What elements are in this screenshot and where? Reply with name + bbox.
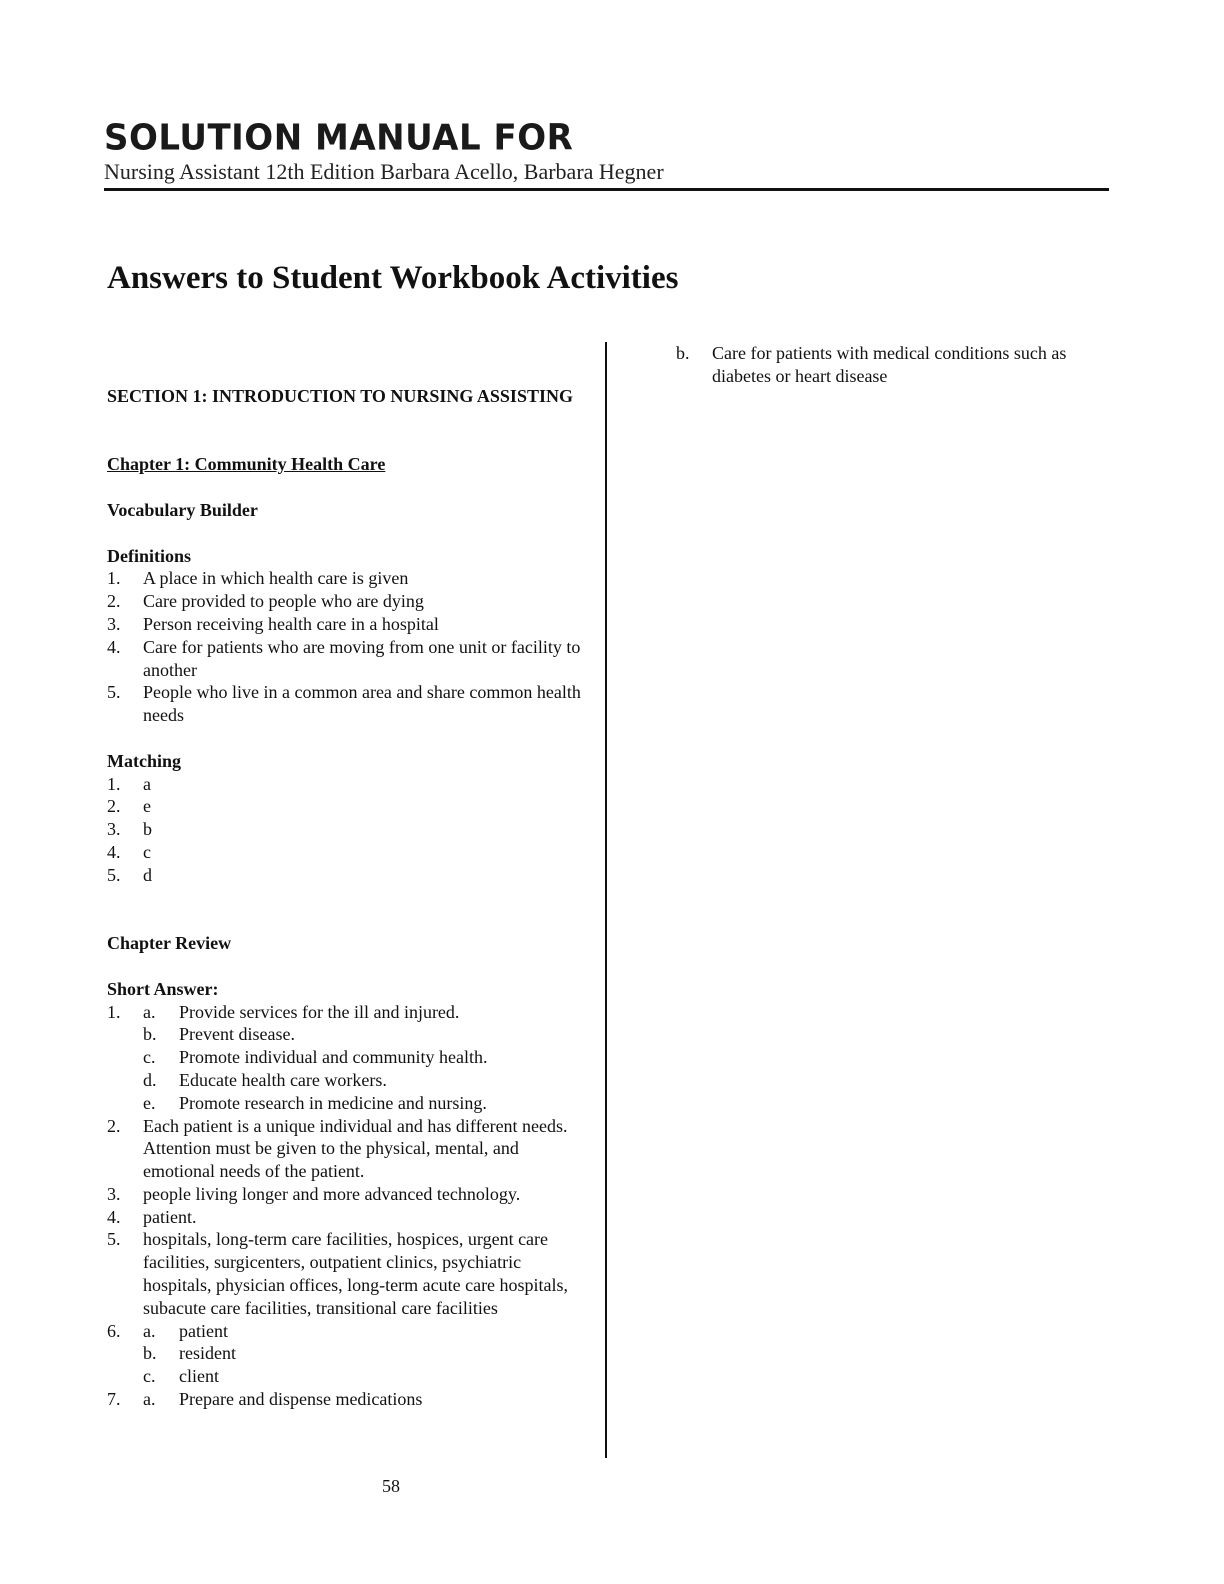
list-item: b. resident	[143, 1343, 236, 1364]
list-item: 1. a. Provide services for the ill and injured.	[107, 1001, 460, 1022]
list-item: 2. Care provided to people who are dying	[107, 591, 424, 612]
list-item: 5. d	[107, 864, 152, 885]
list-item: b. Care for patients with medical conditions such as diabetes or heart disease	[676, 343, 1067, 386]
list-item: b. Prevent disease.	[143, 1024, 295, 1045]
banner-rule	[104, 188, 1109, 191]
banner-subtitle: Nursing Assistant 12th Edition Barbara Acello, Barbara Hegner	[104, 159, 664, 184]
vocabulary-heading: Vocabulary Builder	[107, 499, 258, 520]
column-divider	[605, 342, 607, 1458]
page-number: 58	[382, 1476, 400, 1496]
definitions-heading: Definitions	[107, 545, 192, 566]
section-heading: SECTION 1: INTRODUCTION TO NURSING ASSISTING	[107, 386, 573, 406]
banner-title: SOLUTION MANUAL FOR	[104, 117, 574, 160]
list-item: 7. a. Prepare and dispense medications	[107, 1389, 423, 1410]
list-item: 4. c	[107, 841, 151, 862]
list-item: 4. patient.	[107, 1206, 197, 1227]
page-title: Answers to Student Workbook Activities	[107, 260, 679, 296]
list-item: 2. e	[107, 796, 151, 817]
list-item: d. Educate health care workers.	[143, 1069, 387, 1090]
chapter-review-heading: Chapter Review	[107, 933, 232, 954]
list-item: 6. a. patient	[107, 1320, 228, 1341]
list-item: 3. b	[107, 819, 152, 840]
list-item: 5. People who live in a common area and share common health needs	[107, 682, 581, 726]
list-item: c. client	[143, 1366, 219, 1387]
list-item: 3. people living longer and more advanced technology.	[107, 1183, 521, 1204]
list-item: 3. Person receiving health care in a hospital	[107, 613, 439, 634]
list-item: 2. Each patient is a unique individual and has different needs. Attention must be given to the physical, mental, and emotional needs of the patient.	[107, 1115, 568, 1182]
list-item: e. Promote research in medicine and nursing.	[143, 1092, 487, 1113]
left-column	[107, 385, 587, 1411]
right-column	[676, 342, 1116, 388]
list-item: 5. hospitals, long-term care facilities, hospices, urgent care facilities, surgicenters, outpatient clinics, psychiatric hospitals, physician offices, long-term acute care hospitals, subacute care facilities, transitional care facilities	[107, 1229, 569, 1318]
list-item: 1. A place in which health care is given	[107, 568, 409, 589]
list-item: 4. Care for patients who are moving from one unit or facility to another	[107, 636, 581, 680]
matching-heading: Matching	[107, 750, 181, 771]
short-answer-heading: Short Answer:	[107, 978, 219, 999]
header-banner	[104, 116, 1109, 191]
chapter-heading: Chapter 1: Community Health Care	[107, 454, 386, 475]
list-item: c. Promote individual and community health.	[143, 1047, 488, 1068]
list-item: 1. a	[107, 773, 151, 794]
